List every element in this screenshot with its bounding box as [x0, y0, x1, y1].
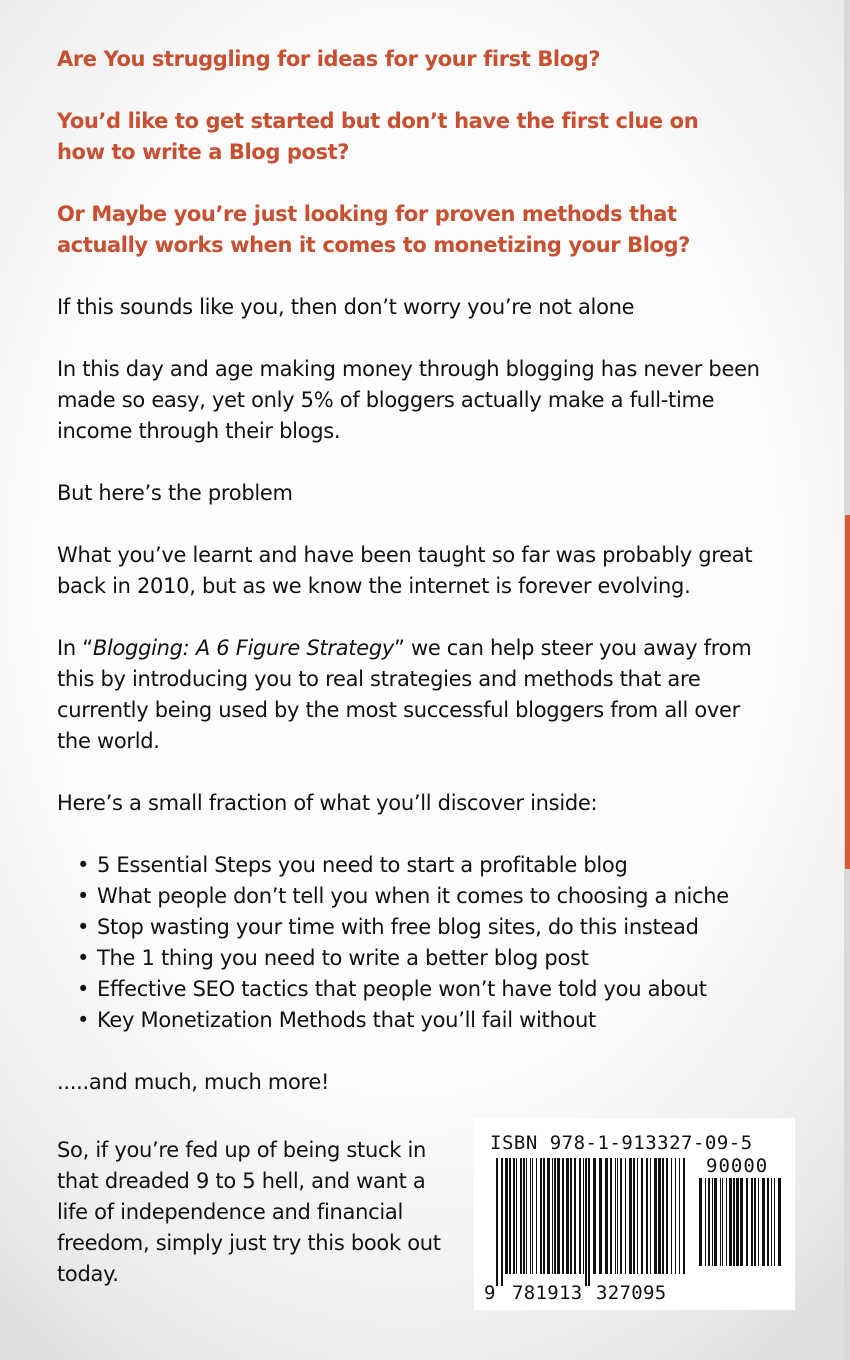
barcode-bar [620, 1158, 622, 1274]
paragraph-evolving: What you’ve learnt and have been taught so far was probably great back in 2010, but as we know the internet is forever evolving. [57, 543, 753, 598]
ean-barcode-bars [496, 1158, 686, 1286]
barcode-bar [641, 1158, 643, 1274]
ean-lead-digit: 9 [484, 1282, 496, 1304]
barcode-bar [637, 1158, 638, 1274]
barcode-bar [740, 1178, 743, 1266]
list-item [77, 881, 797, 912]
barcode-bar [557, 1158, 560, 1274]
barcode-bar [536, 1158, 537, 1274]
list-item-text: The 1 thing you need to write a better blog post [97, 946, 589, 970]
barcode-bar [625, 1158, 626, 1274]
barcode-bar [509, 1158, 511, 1274]
list-item-text: Stop wasting your time with free blog sites, do this instead [97, 915, 699, 939]
ean-right-digits: 327095 [596, 1282, 667, 1304]
and-more-text: .....and much, much more! [57, 1070, 330, 1094]
list-item [77, 943, 797, 974]
barcode-bar [605, 1158, 608, 1274]
barcode-bar [708, 1178, 710, 1266]
barcode-bar [729, 1178, 732, 1266]
barcode-bar [513, 1158, 515, 1274]
barcode-bar [593, 1158, 596, 1274]
barcode-bar [532, 1158, 533, 1274]
intro-text: If this sounds like you, then don’t worry you’re not alone [57, 295, 635, 319]
barcode-bar [699, 1178, 702, 1266]
barcode-bar [588, 1158, 590, 1286]
barcode-bar [666, 1158, 668, 1274]
barcode-bar [617, 1158, 618, 1274]
barcode-bar [579, 1158, 581, 1274]
barcode-bar [530, 1158, 531, 1274]
barcode-bar [566, 1158, 569, 1274]
barcode-bar [629, 1158, 632, 1274]
barcode-bar [570, 1158, 572, 1274]
list-item-text: What people don’t tell you when it comes to choosing a niche [97, 884, 729, 908]
headline-1: Are You struggling for ideas for your first Blog? [57, 47, 601, 71]
barcode-bar [720, 1178, 721, 1266]
barcode-bar [767, 1178, 769, 1266]
closing-paragraph: So, if you’re fed up of being stuck in that dreaded 9 to 5 hell, and want a life of independence and financial freedom, simply just try this book out today. [57, 1138, 441, 1286]
list-item-text: 5 Essential Steps you need to start a profitable blog [97, 853, 628, 877]
barcode-bar [733, 1178, 735, 1266]
barcode-bar [610, 1158, 612, 1274]
barcode-bar [675, 1158, 676, 1274]
list-item-text: Effective SEO tactics that people won’t have told you about [97, 977, 707, 1001]
barcode-bar [520, 1158, 522, 1274]
headline-3: Or Maybe you’re just looking for proven methods that actually works when it comes to monetizing your Blog? [57, 202, 690, 257]
isbn-barcode [474, 1118, 795, 1310]
barcode-bar [762, 1178, 765, 1266]
bullet-icon: • [77, 853, 90, 877]
barcode-bar [714, 1178, 717, 1266]
barcode-bar [736, 1178, 739, 1266]
back-cover-text [57, 44, 797, 1098]
addon-barcode-bars [699, 1178, 784, 1278]
barcode-bar [501, 1158, 503, 1286]
paragraph-money: In this day and age making money through blogging has never been made so easy, yet only 5% of bloggers actually make a full-time income through their blogs. [57, 357, 760, 443]
list-item [77, 912, 797, 943]
paragraph-book-intro [57, 633, 777, 757]
barcode-bar [552, 1158, 553, 1274]
bullet-icon: • [77, 977, 90, 1001]
accent-bar [845, 515, 850, 869]
bullet-icon: • [77, 946, 90, 970]
barcode-bar [662, 1158, 664, 1274]
barcode-bar [496, 1158, 498, 1286]
book-intro-after: ” we can help steer you away from this by introducing you to real strategies and methods that are currently being used by the most successful bloggers from all over the world. [57, 636, 752, 753]
list-item-text: Key Monetization Methods that you’ll fail without [97, 1008, 596, 1032]
barcode-bar [650, 1158, 651, 1274]
barcode-bar [758, 1178, 759, 1266]
barcode-bar [654, 1158, 657, 1274]
barcode-bar [543, 1158, 545, 1274]
barcode-bar [526, 1158, 527, 1274]
list-intro: Here’s a small fraction of what you’ll discover inside: [57, 791, 598, 815]
barcode-bar [505, 1158, 508, 1274]
barcode-bar [754, 1178, 756, 1266]
book-title: Blogging: A 6 Figure Strategy [92, 636, 394, 660]
barcode-bar [523, 1158, 525, 1274]
list-item [77, 850, 797, 881]
barcode-bar [516, 1158, 517, 1274]
ean-left-digits: 781913 [512, 1282, 583, 1304]
barcode-bar [679, 1158, 680, 1274]
barcode-addon-number: 90000 [706, 1155, 769, 1177]
benefits-list [57, 850, 797, 1036]
list-item [77, 1005, 797, 1036]
barcode-bar [683, 1158, 685, 1274]
barcode-bar [774, 1178, 775, 1266]
bullet-icon: • [77, 1008, 90, 1032]
bullet-icon: • [77, 915, 90, 939]
isbn-label: ISBN 978-1-913327-09-5 [490, 1132, 753, 1154]
barcode-bar [615, 1158, 616, 1274]
barcode-bar [633, 1158, 635, 1274]
barcode-bar [705, 1178, 706, 1266]
barcode-bar [574, 1158, 576, 1274]
barcode-bar [646, 1158, 648, 1274]
barcode-bar [751, 1178, 753, 1266]
headline-2: You’d like to get started but don’t have the first clue on how to write a Blog post? [57, 109, 699, 164]
problem-text: But here’s the problem [57, 481, 293, 505]
barcode-bar [778, 1178, 781, 1266]
barcode-bar [547, 1158, 550, 1274]
barcode-bar [746, 1178, 748, 1266]
barcode-bar [599, 1158, 602, 1274]
barcode-bar [554, 1158, 556, 1274]
barcode-bar [540, 1158, 542, 1274]
list-item [77, 974, 797, 1005]
barcode-bar [722, 1178, 723, 1266]
book-intro-before: In “ [57, 636, 93, 660]
barcode-bar [562, 1158, 564, 1274]
barcode-bar [771, 1178, 772, 1266]
barcode-bar [585, 1158, 587, 1286]
barcode-bar [583, 1158, 584, 1274]
barcode-bar [671, 1158, 672, 1274]
barcode-bar [712, 1178, 713, 1266]
bullet-icon: • [77, 884, 90, 908]
barcode-bar [726, 1178, 727, 1266]
barcode-bar [658, 1158, 661, 1274]
